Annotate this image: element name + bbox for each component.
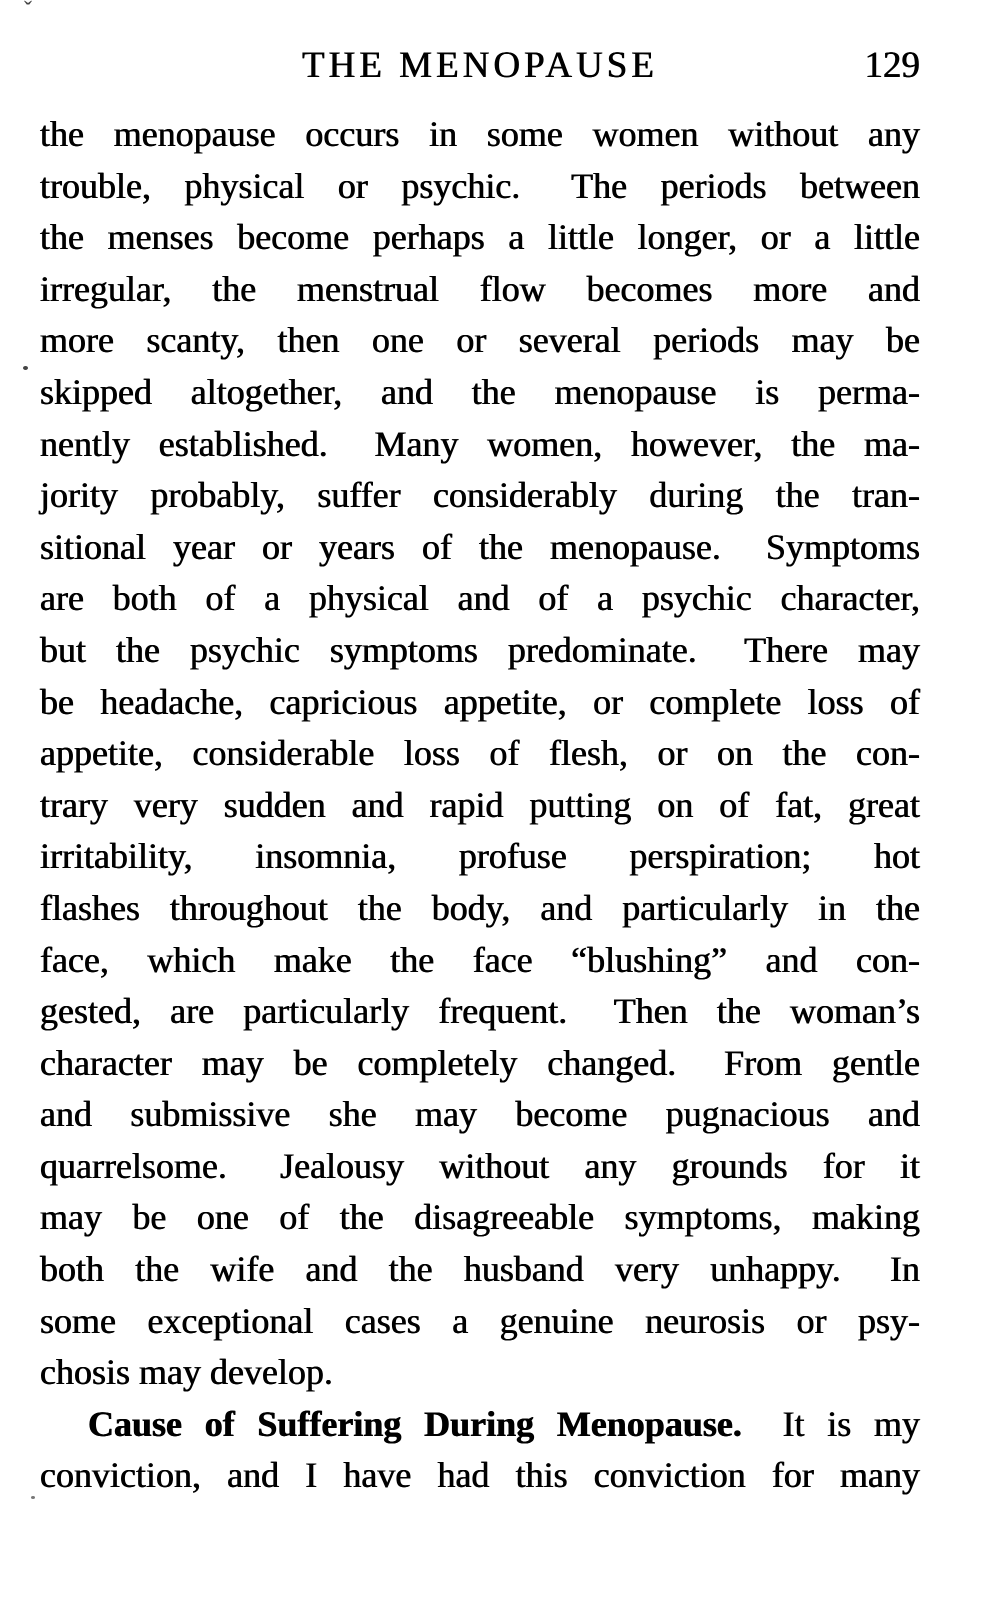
text-line: and submissive she may become pugnacious and xyxy=(40,1094,920,1135)
text-line: appetite, considerable loss of flesh, or on the con- xyxy=(40,733,920,774)
text-line: be headache, capricious appetite, or complete loss of xyxy=(40,681,920,722)
text-line: may be one of the disagreeable symptoms, making xyxy=(40,1197,920,1238)
text-line: are both of a physical and of a psychic character, xyxy=(40,578,920,619)
text-line: chosis may develop. xyxy=(40,1352,333,1393)
text-line: sitional year or years of the menopause. Symptoms xyxy=(40,526,920,567)
text-line: nently established. Many women, however, the ma- xyxy=(40,423,920,464)
text-line: more scanty, then one or several periods may be xyxy=(40,320,920,361)
text-line: but the psychic symptoms predominate. There may xyxy=(40,629,920,670)
text-line: flashes throughout the body, and particularly in the xyxy=(40,887,920,928)
text-line: the menses become perhaps a little longer, or a little xyxy=(40,217,920,258)
text-line: skipped altogether, and the menopause is perma- xyxy=(40,371,920,412)
running-title: THE MENOPAUSE xyxy=(302,45,658,86)
scan-speck xyxy=(23,366,28,370)
text-line: conviction, and I have had this conviction for many xyxy=(40,1455,920,1496)
section-lead-bold: Cause of Suffering During Menopause. xyxy=(88,1403,742,1444)
body-text xyxy=(40,109,920,1502)
text-line: the menopause occurs in some women without any xyxy=(40,114,920,154)
text-line: face, which make the face “blushing” and con- xyxy=(40,939,920,980)
text-line: Cause of Suffering During Menopause. It is my xyxy=(88,1403,920,1444)
text-line: quarrelsome. Jealousy without any grounds for it xyxy=(40,1145,920,1186)
scan-tick-artifact: ˇ xyxy=(24,0,32,24)
text-line: trouble, physical or psychic. The periods between xyxy=(40,165,920,206)
text-line: both the wife and the husband very unhappy. In xyxy=(40,1249,920,1290)
text-line: some exceptional cases a genuine neurosis or psy- xyxy=(40,1300,920,1341)
text-line: irritability, insomnia, profuse perspiration; hot xyxy=(40,836,920,877)
page-header xyxy=(40,44,920,88)
text-line: gested, are particularly frequent. Then the woman’s xyxy=(40,991,920,1032)
page-number: 129 xyxy=(864,45,920,86)
text-line: jority probably, suffer considerably during the tran- xyxy=(40,475,920,516)
text-line: trary very sudden and rapid putting on of fat, great xyxy=(40,784,920,825)
text-line: irregular, the menstrual flow becomes more and xyxy=(40,268,920,309)
text-line: character may be completely changed. From gentle xyxy=(40,1042,920,1083)
scan-speck xyxy=(31,1496,35,1499)
